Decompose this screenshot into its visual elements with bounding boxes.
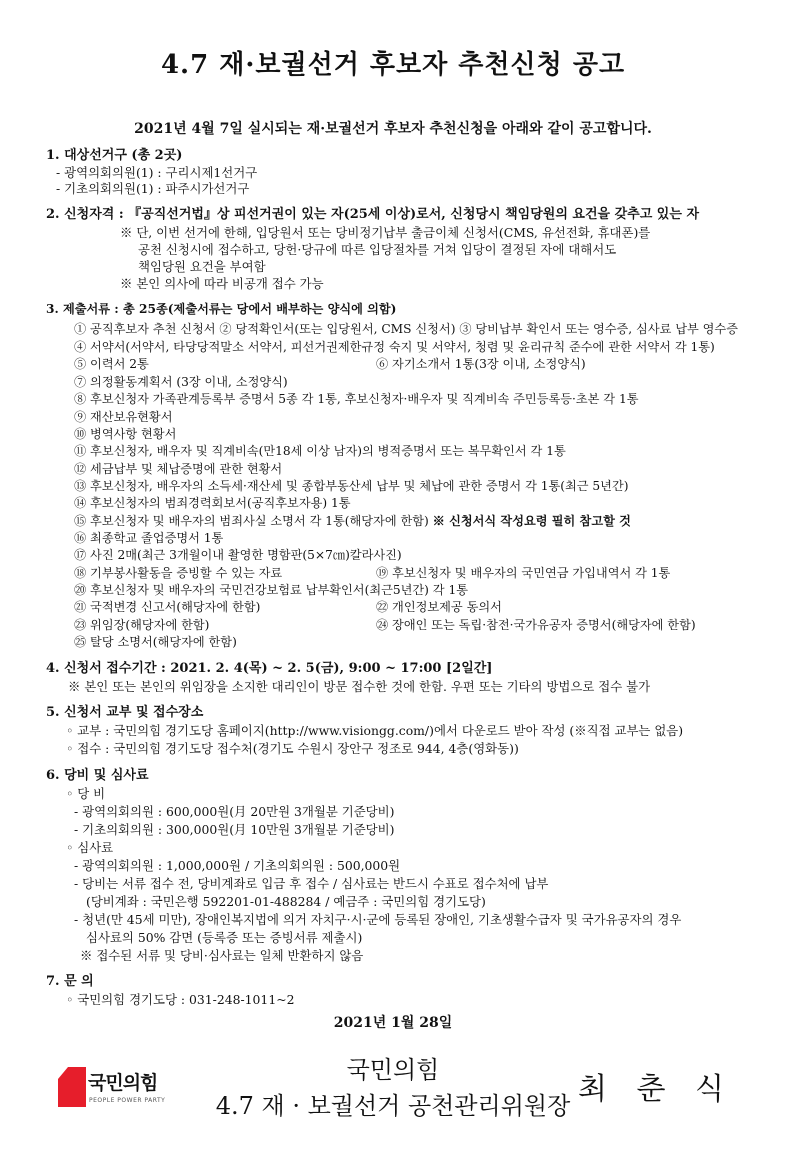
chairperson-name: 최 춘 식: [578, 1072, 735, 1107]
section-3-heading: 3. 제출서류 : 총 25종(제출서류는 당에서 배부하는 양식에 의함): [46, 302, 397, 316]
section-6-line: - 기초의회의원 : 300,000원(月 10만원 3개월분 기준당비): [74, 822, 395, 837]
section-1-heading: 1. 대상선거구 (총 2곳): [46, 148, 183, 163]
section-6-line: - 청년(만 45세 미만), 장애인복지법에 의거 자치구·시·군에 등록된 장애인, 기초생활수급자 및 국가유공자의 경우: [74, 912, 682, 927]
document-item-note: ※ 신청서식 작성요령 필히 참고할 것: [432, 514, 631, 528]
section-2-heading: 2. 신청자격 : 『공직선거법』상 피선거권이 있는 자(25세 이상)로서, 신청당시 책임당원의 요건을 갖추고 있는 자: [46, 207, 700, 222]
party-logo-subtitle: PEOPLE POWER PARTY: [89, 1097, 166, 1104]
section-2-note: ※ 단, 이번 선거에 한해, 입당원서 또는 당비정기납부 출금이체 신청서(CMS, 유선전화, 휴대폰)를: [120, 225, 651, 240]
section-4-note: ※ 본인 또는 본인의 위임장을 소지한 대리인이 방문 접수한 것에 한함. 우편 또는 기타의 방법으로 접수 불가: [68, 679, 651, 694]
section-1-item: - 광역의회의원(1) : 구리시제1선거구: [56, 165, 258, 180]
document-item-text: ⑮ 후보신청자 및 배우자의 범죄사실 소명서 각 1통(해당자에 한함): [74, 514, 429, 528]
section-2-note: ※ 본인 의사에 따라 비공개 접수 가능: [120, 276, 324, 291]
document-item: ⑧ 후보신청자 가족관계등록부 증명서 5종 각 1통, 후보신청자·배우자 및 직계비속 주민등록등·초본 각 1통: [74, 392, 639, 406]
section-1-item: - 기초의회의원(1) : 파주시가선거구: [56, 181, 250, 196]
document-item: ⑨ 재산보유현황서: [74, 410, 173, 424]
document-item: ⑭ 후보신청자의 범죄경력회보서(공직후보자용) 1통: [74, 496, 351, 510]
page-title: 4.7 재·보궐선거 후보자 추천신청 공고: [160, 50, 626, 80]
document-item: ㉕ 탈당 소명서(해당자에 한함): [74, 635, 237, 649]
document-item: ⑬ 후보신청자, 배우자의 소득세·재산세 및 종합부동산세 납부 및 체납에 관한 증명서 각 1통(최근 5년간): [74, 479, 629, 493]
party-logo-text: 국민의힘: [88, 1072, 158, 1094]
document-item: ⑳ 후보신청자 및 배우자의 국민건강보험료 납부확인서(최근5년간) 각 1통: [74, 583, 468, 597]
section-6-line: (당비계좌 : 국민은행 592201-01-488284 / 예금주 : 국민의힘 경기도당): [86, 894, 486, 909]
section-6-line: ◦ 심사료: [66, 840, 114, 855]
document-item: ⑪ 후보신청자, 배우자 및 직계비속(만18세 이상 남자)의 병적증명서 또는 복무확인서 각 1통: [74, 444, 566, 458]
document-item: ㉓ 위임장(해당자에 한함): [74, 618, 210, 632]
intro-text: 2021년 4월 7일 실시되는 재·보궐선거 후보자 추천신청을 아래와 같이 공고합니다.: [134, 121, 652, 137]
notice-date: 2021년 1월 28일: [333, 1015, 453, 1031]
footer-org-name: 국민의힘: [346, 1056, 440, 1084]
section-2-note: 책임당원 요건을 부여함: [138, 259, 266, 274]
document-item: [74, 514, 631, 529]
section-6-line: ※ 접수된 서류 및 당비·심사료는 일체 반환하지 않음: [80, 948, 364, 963]
section-6-line: ◦ 당 비: [66, 786, 106, 801]
document-item: ⑫ 세금납부 및 체납증명에 관한 현황서: [74, 462, 283, 476]
section-7-heading: 7. 문 의: [46, 974, 94, 989]
document-item: ⑯ 최종학교 졸업증명서 1통: [74, 531, 224, 545]
document-item: ⑥ 자기소개서 1통(3장 이내, 소정양식): [376, 357, 586, 371]
section-5-item: ◦ 교부 : 국민의힘 경기도당 홈페이지(http://www.visiongg.com/)에서 다운로드 받아 작성 (※직접 교부는 없음): [66, 723, 684, 738]
document-item: ④ 서약서(서약서, 타당당적말소 서약서, 피선거권제한규정 숙지 및 서약서, 청렴 및 윤리규칙 준수에 관한 서약서 각 1통): [74, 340, 715, 354]
section-6-line: 심사료의 50% 감면 (등록증 또는 증빙서류 제출시): [86, 930, 363, 945]
document-item: ⑤ 이력서 2통: [74, 357, 149, 371]
document-item: ⑦ 의정활동계획서 (3장 이내, 소정양식): [74, 375, 288, 389]
section-7-item: ◦ 국민의힘 경기도당 : 031-248-1011~2: [66, 992, 295, 1007]
section-4-heading: 4. 신청서 접수기간 : 2021. 2. 4(목) ~ 2. 5(금), 9:00 ~ 17:00 [2일간]: [46, 661, 493, 676]
section-6-line: - 광역의회의원 : 1,000,000원 / 기초의회의원 : 500,000원: [74, 858, 401, 873]
document-item: ⑲ 후보신청자 및 배우자의 국민연금 가입내역서 각 1통: [376, 566, 671, 580]
document-item: ㉔ 장애인 또는 독립·참전·국가유공자 증명서(해당자에 한함): [376, 618, 696, 632]
section-5-heading: 5. 신청서 교부 및 접수장소: [46, 705, 204, 720]
document-item: ㉒ 개인정보제공 동의서: [376, 600, 502, 614]
document-item: ㉑ 국적변경 신고서(해당자에 한함): [74, 600, 261, 614]
document-item: ① 공직후보자 추천 신청서 ② 당적확인서(또는 입당원서, CMS 신청서) ③ 당비납부 확인서 또는 영수증, 심사료 납부 영수증: [74, 322, 738, 336]
section-6-heading: 6. 당비 및 심사료: [46, 768, 149, 783]
section-2-note: 공천 신청시에 접수하고, 당헌·당규에 따른 입당절차를 거쳐 입당이 결정된 자에 대해서도: [138, 242, 617, 257]
document-item: ⑱ 기부봉사활동을 증빙할 수 있는 자료: [74, 566, 283, 580]
section-6-line: - 당비는 서류 접수 전, 당비계좌로 입금 후 접수 / 심사료는 반드시 수표로 접수처에 납부: [74, 876, 549, 891]
footer-committee-title: 4.7 재 · 보궐선거 공천관리위원장: [215, 1092, 571, 1120]
section-6-line: - 광역의회의원 : 600,000원(月 20만원 3개월분 기준당비): [74, 804, 395, 819]
document-item: ⑰ 사진 2매(최근 3개월이내 촬영한 명함판(5×7㎝)칼라사진): [74, 548, 402, 562]
section-5-item: ◦ 접수 : 국민의힘 경기도당 접수처(경기도 수원시 장안구 정조로 944, 4층(영화동)): [66, 741, 519, 756]
document-item: ⑩ 병역사항 현황서: [74, 427, 177, 441]
